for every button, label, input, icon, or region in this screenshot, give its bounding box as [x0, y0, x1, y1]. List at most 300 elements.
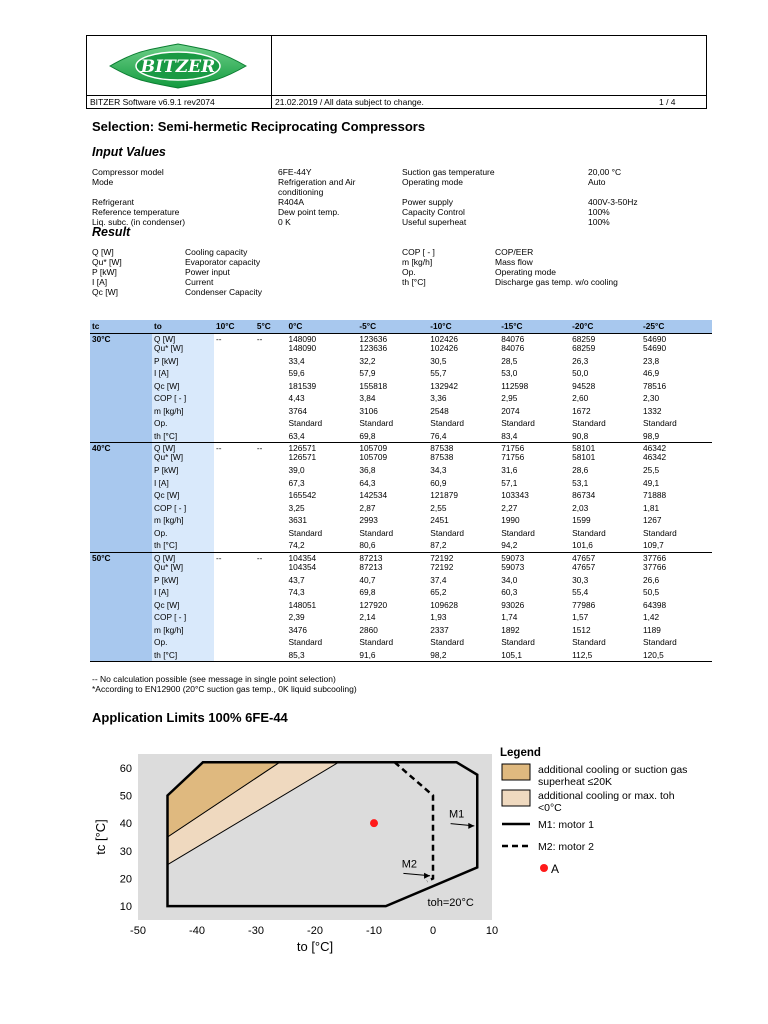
y-tick-label: 60	[119, 762, 132, 775]
value-cell	[214, 489, 255, 502]
value-cell	[255, 539, 287, 552]
value-cell: 2,27	[501, 502, 518, 513]
legend-title: Legend	[500, 747, 541, 759]
value-cell	[255, 527, 287, 540]
table-row	[90, 380, 712, 393]
tc-cell	[90, 489, 152, 502]
row-label: Q [W] Qu* [W]	[152, 443, 214, 465]
legend-description: Operating mode	[495, 267, 556, 277]
tc-cell	[90, 464, 152, 477]
tc-cell	[90, 611, 152, 624]
tc-cell	[90, 586, 152, 599]
value-cell	[214, 405, 255, 418]
value-cell: Standard	[572, 418, 606, 428]
input-label: Mode	[92, 177, 114, 187]
column-header: -5°C	[357, 320, 428, 333]
value-cell	[214, 599, 255, 612]
tc-cell	[90, 636, 152, 649]
tc-cell	[90, 649, 152, 662]
x-tick-label: -40	[189, 925, 205, 937]
value-cell	[214, 649, 255, 662]
row-label: Qc [W]	[152, 380, 214, 393]
date-note: 21.02.2019 / All data subject to change.	[275, 97, 424, 107]
value-cell	[214, 514, 255, 527]
input-value: R404A	[278, 197, 304, 207]
table-row	[90, 574, 712, 587]
table-row	[90, 636, 712, 649]
column-header: 10°C	[214, 320, 255, 333]
row-label: Qc [W]	[152, 489, 214, 502]
value-cell: 3,36	[430, 393, 447, 403]
column-header: -15°C	[499, 320, 570, 333]
value-cell: 3,84	[359, 393, 376, 403]
value-cell: Standard	[288, 527, 323, 538]
value-cell: 49,1	[643, 477, 660, 488]
legend-description: Mass flow	[495, 257, 533, 267]
value-cell: 1599	[572, 515, 591, 525]
legend-symbol: Qc [W]	[92, 287, 118, 297]
value-cell: 64,3	[359, 477, 376, 488]
value-cell: 1267	[643, 515, 662, 525]
row-label: th [°C]	[152, 539, 214, 552]
value-cell: 76,4	[428, 430, 499, 443]
value-cell: 165542	[288, 490, 317, 500]
column-header: tc	[90, 320, 152, 333]
value-cell	[255, 367, 287, 380]
value-cell: 58101 58101	[572, 443, 596, 462]
value-cell	[214, 636, 255, 649]
y-tick-label: 50	[119, 790, 132, 803]
value-cell	[214, 380, 255, 393]
legend-symbol: Op.	[402, 267, 416, 277]
value-cell: 3,25	[288, 502, 305, 513]
input-value: Refrigeration and Air conditioning	[278, 177, 356, 197]
value-cell: 2860	[359, 624, 378, 635]
value-cell: Standard	[501, 637, 535, 647]
value-cell: 83,4	[499, 430, 570, 443]
value-cell: 2,87	[359, 502, 376, 513]
logo-text: BITZER	[140, 57, 216, 77]
value-cell: Standard	[643, 527, 677, 538]
value-cell	[214, 574, 255, 587]
value-cell	[214, 502, 255, 515]
value-cell	[255, 624, 287, 637]
legend-symbol: Q [W]	[92, 247, 114, 257]
value-cell	[255, 355, 287, 368]
value-cell: 109628	[430, 599, 458, 610]
legend-description: COP/EER	[495, 247, 534, 257]
value-cell	[255, 611, 287, 624]
value-cell: 71888	[643, 490, 667, 500]
tc-cell: 30°C	[90, 333, 152, 355]
legend-dot	[540, 864, 548, 872]
x-tick-label: 0	[429, 925, 437, 937]
value-cell: 30,5	[430, 355, 447, 366]
input-value: Dew point temp.	[278, 207, 340, 217]
legend-symbol: th [°C]	[402, 277, 426, 287]
value-cell: 2337	[430, 624, 449, 635]
tc-cell	[90, 477, 152, 490]
value-cell: 126571 126571	[288, 443, 317, 462]
value-cell: 1,93	[430, 612, 447, 622]
footnote: -- No calculation possible (see message in single point selection)	[92, 674, 336, 684]
legend-description: Power input	[185, 267, 230, 277]
value-cell: 109,7	[641, 539, 712, 552]
page-number: 1 / 4	[659, 97, 676, 107]
input-value: 400V-3-50Hz	[588, 197, 638, 207]
x-tick-label: 10	[485, 925, 499, 937]
value-cell: 2,95	[501, 393, 518, 403]
y-tick-label: 20	[119, 873, 132, 886]
row-label: Qc [W]	[152, 599, 214, 612]
value-cell: 2,30	[643, 393, 660, 403]
table-row	[90, 443, 712, 465]
value-cell: 2,14	[359, 612, 376, 622]
value-cell: 86734	[572, 490, 596, 500]
value-cell: Standard	[359, 637, 394, 647]
value-cell: 155818	[359, 380, 388, 391]
value-cell: 103343	[501, 490, 529, 500]
value-cell	[214, 611, 255, 624]
value-cell: 105,1	[499, 649, 570, 662]
column-header: -10°C	[428, 320, 499, 333]
value-cell	[214, 367, 255, 380]
tc-cell	[90, 502, 152, 515]
legend-label: A	[551, 862, 560, 876]
value-cell: 28,6	[572, 465, 589, 475]
legend-symbol: m [kg/h]	[402, 257, 433, 267]
value-cell: --	[216, 552, 222, 563]
table-row	[90, 477, 712, 490]
value-cell: 3631	[288, 515, 307, 525]
value-cell	[255, 649, 287, 662]
tc-cell	[90, 624, 152, 637]
table-row	[90, 624, 712, 637]
input-label: Capacity Control	[402, 207, 465, 217]
y-tick-label: 30	[119, 845, 132, 858]
value-cell: 40,7	[359, 574, 376, 585]
value-cell: 1,42	[643, 612, 660, 622]
value-cell: 2993	[359, 515, 378, 525]
row-label: Q [W] Qu* [W]	[152, 333, 214, 355]
column-header: 5°C	[255, 320, 287, 333]
value-cell	[214, 464, 255, 477]
header-divider	[271, 35, 272, 109]
legend-description: Condenser Capacity	[185, 287, 263, 297]
table-row	[90, 464, 712, 477]
tc-cell: 40°C	[90, 443, 152, 465]
row-label: Op.	[152, 636, 214, 649]
value-cell: 102426 102426	[430, 333, 458, 353]
input-label: Operating mode	[402, 177, 463, 187]
software-version: BITZER Software v6.9.1 rev2074	[90, 97, 215, 107]
tc-cell	[90, 599, 152, 612]
value-cell: 2,03	[572, 502, 589, 513]
value-cell: 47657 47657	[572, 552, 596, 572]
y-axis-label: tc [°C]	[93, 819, 108, 855]
row-label: Op.	[152, 527, 214, 540]
tc-cell	[90, 430, 152, 443]
value-cell: Standard	[643, 418, 677, 428]
value-cell: 2,39	[288, 612, 305, 622]
legend-label: <0°C	[538, 802, 562, 814]
input-value: 0 K	[278, 217, 291, 227]
value-cell: 127920	[359, 599, 388, 610]
tc-cell	[90, 405, 152, 418]
legend-symbol: P [kW]	[92, 267, 117, 277]
row-label: COP [ - ]	[152, 502, 214, 515]
value-cell: 85,3	[286, 649, 357, 662]
legend-symbol: COP [ - ]	[402, 247, 435, 257]
value-cell: 80,6	[357, 539, 428, 552]
value-cell: 60,3	[501, 587, 518, 597]
value-cell	[255, 430, 287, 443]
value-cell: 4,43	[288, 393, 305, 403]
table-row	[90, 405, 712, 418]
value-cell: 93026	[501, 599, 525, 610]
legend-label: M1: motor 1	[538, 819, 595, 831]
value-cell: 1,81	[643, 502, 660, 513]
tc-cell	[90, 367, 152, 380]
value-cell: 37,4	[430, 574, 447, 585]
value-cell: 1,74	[501, 612, 518, 622]
value-cell	[255, 489, 287, 502]
value-cell: 112598	[501, 380, 529, 391]
legend-description: Discharge gas temp. w/o cooling	[495, 277, 618, 287]
value-cell: 39,0	[288, 465, 305, 475]
value-cell	[255, 586, 287, 599]
legend-description: Evaporator capacity	[185, 257, 261, 267]
value-cell: 31,6	[501, 465, 518, 475]
input-label: Power supply	[402, 197, 454, 207]
value-cell: 57,9	[359, 368, 376, 378]
value-cell: 23,8	[643, 355, 660, 366]
value-cell: 3764	[288, 405, 307, 416]
value-cell: 57,1	[501, 477, 518, 488]
value-cell: 54690 54690	[643, 333, 667, 353]
value-cell	[214, 527, 255, 540]
value-cell: 148051	[288, 599, 317, 610]
application-limits-chart	[86, 740, 736, 970]
table-row	[90, 355, 712, 368]
table-row	[90, 539, 712, 552]
table-header-row	[90, 320, 712, 333]
table-row	[90, 514, 712, 527]
row-label: P [kW]	[152, 464, 214, 477]
value-cell: 59,6	[288, 368, 305, 378]
column-header: to	[152, 320, 214, 333]
table-row	[90, 392, 712, 405]
value-cell: 65,2	[430, 587, 447, 597]
value-cell: 105709 105709	[359, 443, 388, 462]
column-header: -20°C	[570, 320, 641, 333]
x-tick-label: -20	[307, 925, 323, 937]
input-label: Liq. subc. (in condenser)	[92, 217, 186, 227]
value-cell	[214, 624, 255, 637]
y-tick-label: 10	[119, 901, 132, 914]
value-cell: Standard	[572, 637, 606, 647]
value-cell: --	[216, 443, 222, 453]
value-cell: Standard	[288, 637, 323, 647]
tc-cell	[90, 527, 152, 540]
value-cell: 1892	[501, 624, 520, 635]
value-cell	[214, 430, 255, 443]
column-header: -25°C	[641, 320, 712, 333]
value-cell: 46342 46342	[643, 443, 667, 462]
table-row	[90, 552, 712, 574]
value-cell	[214, 477, 255, 490]
value-cell: 2,60	[572, 393, 589, 403]
row-label: m [kg/h]	[152, 624, 214, 637]
value-cell: 32,2	[359, 355, 376, 366]
results-table	[90, 320, 712, 662]
value-cell: 26,3	[572, 355, 589, 366]
value-cell: 1990	[501, 515, 520, 525]
value-cell: 59073 59073	[501, 552, 525, 572]
value-cell: 67,3	[288, 477, 305, 488]
value-cell: Standard	[430, 418, 464, 428]
value-cell: --	[256, 552, 263, 563]
value-cell: 34,3	[430, 465, 447, 475]
value-cell: 46,9	[643, 368, 660, 378]
tc-cell	[90, 355, 152, 368]
value-cell: 123636 123636	[359, 333, 388, 353]
value-cell: 121879	[430, 490, 458, 500]
value-cell: Standard	[501, 527, 535, 538]
page-title: Selection: Semi-hermetic Reciprocating Compressors	[92, 119, 426, 134]
footnote: *According to EN12900 (20°C suction gas temp., 0K liquid subcooling)	[92, 684, 357, 694]
value-cell: 1332	[643, 405, 662, 416]
tc-cell	[90, 514, 152, 527]
value-cell: Standard	[359, 418, 394, 428]
value-cell: 25,5	[643, 465, 660, 475]
value-cell: 98,9	[641, 430, 712, 443]
value-cell: 53,1	[572, 477, 589, 488]
value-cell: --	[216, 333, 222, 344]
value-cell: 36,8	[359, 465, 376, 475]
value-cell: 28,5	[501, 355, 518, 366]
input-value: 6FE-44Y	[278, 167, 312, 177]
table-row	[90, 649, 712, 662]
row-label: th [°C]	[152, 430, 214, 443]
value-cell: 30,3	[572, 574, 589, 585]
annotation-label: M2	[401, 858, 418, 871]
value-cell: 2074	[501, 405, 520, 416]
value-cell: 33,4	[288, 355, 305, 366]
input-label: Reference temperature	[92, 207, 180, 217]
value-cell	[255, 502, 287, 515]
row-label: COP [ - ]	[152, 611, 214, 624]
value-cell: 53,0	[501, 368, 518, 378]
value-cell: 148090 148090	[288, 333, 317, 353]
value-cell: 3476	[288, 624, 307, 635]
value-cell	[214, 417, 255, 430]
value-cell: 60,9	[430, 477, 447, 488]
value-cell: 98,2	[428, 649, 499, 662]
table-row	[90, 599, 712, 612]
value-cell: 34,0	[501, 574, 518, 585]
table-row	[90, 611, 712, 624]
value-cell: 1189	[643, 624, 661, 635]
value-cell: 120,5	[641, 649, 712, 662]
row-label: COP [ - ]	[152, 392, 214, 405]
value-cell: 37766 37766	[643, 552, 667, 572]
value-cell: 64398	[643, 599, 667, 610]
result-heading: Result	[92, 225, 131, 239]
value-cell: 63,4	[286, 430, 357, 443]
x-axis-label: to [°C]	[296, 939, 334, 954]
value-cell: 1672	[572, 405, 591, 416]
value-cell	[255, 477, 287, 490]
table-row	[90, 367, 712, 380]
row-label: I [A]	[152, 367, 214, 380]
value-cell: 26,6	[643, 574, 660, 585]
input-heading: Input Values	[92, 145, 166, 159]
value-cell: 87538 87538	[430, 443, 454, 462]
value-cell: Standard	[288, 418, 323, 428]
value-cell	[255, 380, 287, 393]
value-cell: 2,55	[430, 502, 447, 513]
legend-label: additional cooling or max. toh	[538, 790, 675, 802]
table-row	[90, 527, 712, 540]
x-tick-label: -10	[366, 925, 382, 937]
tc-cell	[90, 392, 152, 405]
value-cell: 74,3	[288, 587, 305, 597]
value-cell: 74,2	[286, 539, 357, 552]
row-label: m [kg/h]	[152, 514, 214, 527]
value-cell: 78516	[643, 380, 667, 391]
table-row	[90, 333, 712, 355]
annotation-label: toh=20°C	[427, 897, 474, 910]
value-cell: 101,6	[570, 539, 641, 552]
value-cell: Standard	[359, 527, 394, 538]
value-cell	[255, 636, 287, 649]
value-cell: 142534	[359, 490, 388, 500]
value-cell: 68259 68259	[572, 333, 596, 353]
value-cell: 3106	[359, 405, 378, 416]
row-label: Q [W] Qu* [W]	[152, 552, 214, 574]
row-label: m [kg/h]	[152, 405, 214, 418]
input-value: Auto	[588, 177, 606, 187]
legend-swatch	[502, 764, 530, 780]
tc-cell: 50°C	[90, 552, 152, 574]
bitzer-logo	[108, 42, 248, 90]
value-cell	[255, 599, 287, 612]
value-cell: Standard	[430, 637, 464, 647]
input-value: 100%	[588, 207, 610, 217]
legend-swatch	[502, 790, 530, 806]
value-cell: 87213 87213	[359, 552, 383, 572]
tc-cell	[90, 417, 152, 430]
row-label: I [A]	[152, 586, 214, 599]
value-cell: 1512	[572, 624, 591, 635]
tc-cell	[90, 574, 152, 587]
value-cell: 87,2	[428, 539, 499, 552]
value-cell: 104354 104354	[288, 552, 317, 572]
table-row	[90, 430, 712, 443]
value-cell: 2451	[430, 515, 449, 525]
value-cell	[214, 539, 255, 552]
value-cell	[255, 417, 287, 430]
value-cell: 71756 71756	[501, 443, 525, 462]
legend-label: additional cooling or suction gas	[538, 764, 688, 776]
x-tick-label: -30	[248, 925, 264, 937]
legend-symbol: I [A]	[92, 277, 108, 287]
value-cell: 94,2	[499, 539, 570, 552]
point-a	[370, 819, 378, 827]
value-cell: 72192 72192	[430, 552, 454, 572]
column-header: 0°C	[286, 320, 357, 333]
